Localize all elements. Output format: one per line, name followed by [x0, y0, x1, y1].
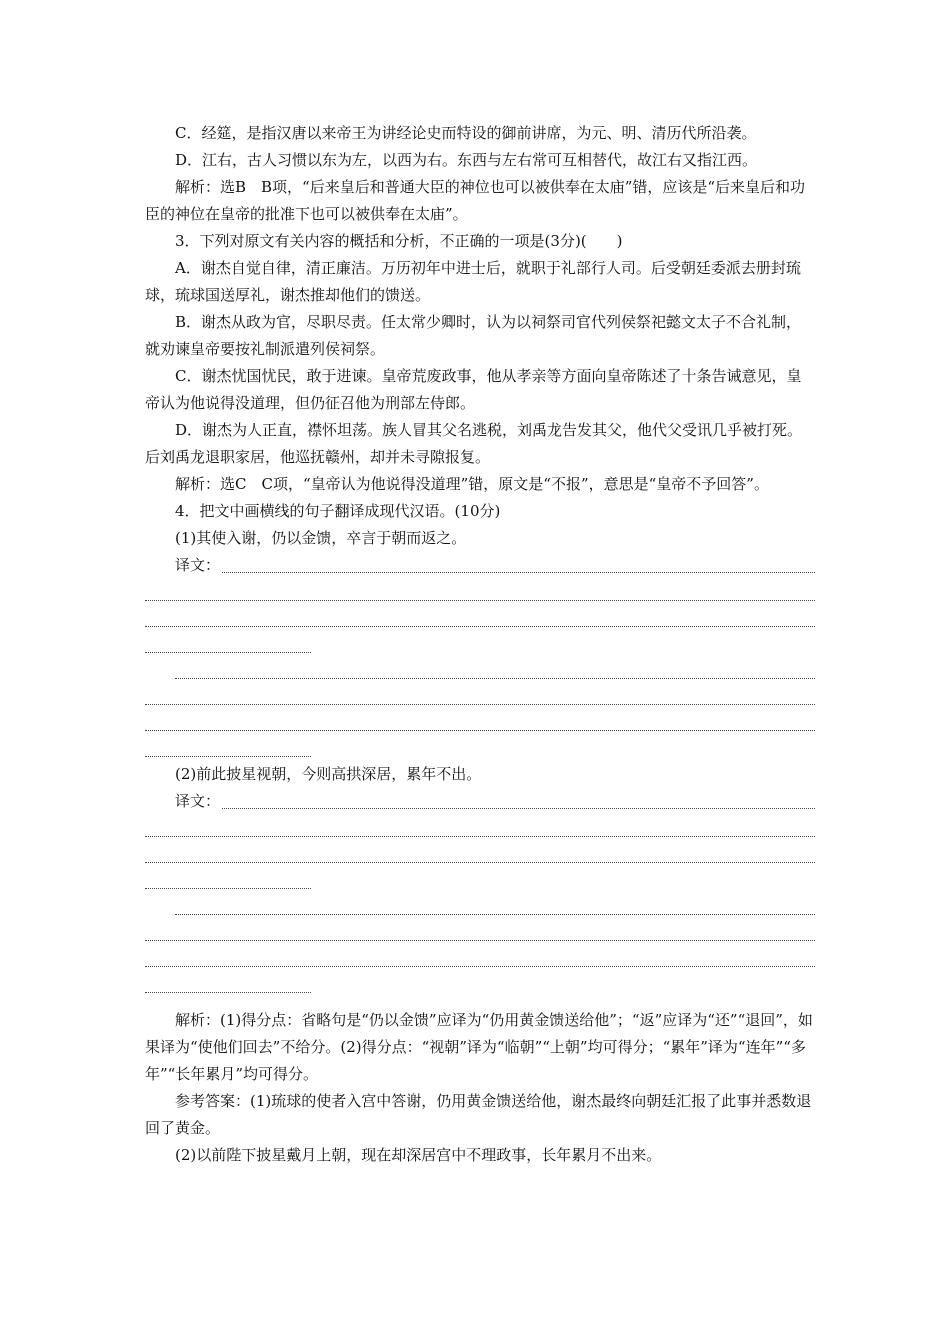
answer-line[interactable]: [145, 600, 815, 601]
reference-answer-1: 参考答案：(1)琉球的使者入宫中答谢，仍用黄金馈送给他，谢杰最终向朝廷汇报了此事并悉数退回了黄金。: [145, 1092, 812, 1137]
analysis-q3: 解析：选C C项，“皇帝认为他说得没道理”错，原文是“不报”，意思是“皇帝不予回答”。: [175, 475, 769, 493]
translation-label: 译文：: [175, 556, 221, 574]
option-c-text: C．经筵，是指汉唐以来帝王为讲经论史而特设的御前讲席，为元、明、清历代所沿袭。: [175, 124, 757, 142]
answer-row[interactable]: [145, 735, 815, 761]
q3-option-b: B．谢杰从政为官，尽职尽责。任太常少卿时，认为以祠祭司官代列侯祭祀懿文太子不合礼制，就劝谏皇帝要按礼制派遣列侯祠祭。: [145, 313, 802, 358]
answer-row[interactable]: [145, 815, 815, 841]
answer-row[interactable]: [145, 579, 815, 605]
option-d-text: D．江右，古人习惯以东为左，以西为右。东西与左右常可互相替代，故江右又指江西。: [175, 151, 758, 169]
reference-answer-2: (2)以前陛下披星戴月上朝，现在却深居宫中不理政事，长年累月不出来。: [175, 1146, 662, 1164]
answer-line[interactable]: [222, 572, 815, 573]
answer-row[interactable]: [145, 971, 815, 997]
answer-line[interactable]: [145, 992, 311, 993]
answer-row[interactable]: [145, 893, 815, 919]
spacer: [145, 997, 815, 1007]
q3-option-d: D．谢杰为人正直，襟怀坦荡。族人冒其父名逃税，刘禹龙告发其父，他代父受讯几乎被打死。后刘禹龙退职家居，他巡抚赣州，却并未寻隙报复。: [145, 421, 803, 466]
q3-option-a: A．谢杰自觉自律，清正廉洁。万历初年中进士后，就职于礼部行人司。后受朝廷委派去册封琉球，琉球国送厚礼，谢杰推却他们的馈送。: [145, 259, 801, 304]
q4-sentence-2: (2)前此披星视朝，今则高拱深居，累年不出。: [175, 765, 482, 783]
document-page: [145, 120, 815, 1169]
analysis-q4: 解析：(1)得分点：省略句是“仍以金馈”应译为“仍用黄金馈送给他”；“返”应译为“还”“退回”，如果译为“使他们回去”不给分。(2)得分点：“视朝”译为“临朝”“上朝”均可得分；“累年”译为“连年”“多年”“长年累月”均可得分。: [145, 1011, 813, 1083]
answer-line[interactable]: [145, 730, 815, 731]
answer-line[interactable]: [145, 704, 815, 705]
q4-answer-1-first-line[interactable]: [145, 552, 815, 579]
answer-line[interactable]: [145, 652, 311, 653]
answer-line[interactable]: [145, 626, 815, 627]
answer-line[interactable]: [145, 888, 311, 889]
answer-row[interactable]: [145, 605, 815, 631]
answer-line[interactable]: [175, 678, 815, 679]
answer-line[interactable]: [222, 808, 815, 809]
answer-row[interactable]: [145, 631, 815, 657]
answer-row[interactable]: [145, 683, 815, 709]
answer-row[interactable]: [145, 657, 815, 683]
analysis-q2: 解析：选B B项，“后来皇后和普通大臣的神位也可以被供奉在太庙”错，应该是“后来皇后和功臣的神位在皇帝的批准下也可以被供奉在太庙”。: [145, 178, 806, 223]
answer-line[interactable]: [175, 914, 815, 915]
answer-line[interactable]: [145, 836, 815, 837]
answer-row[interactable]: [145, 867, 815, 893]
answer-row[interactable]: [145, 945, 815, 971]
answer-line[interactable]: [145, 862, 815, 863]
q4-sentence-1: (1)其使入谢，仍以金馈，卒言于朝而返之。: [175, 529, 467, 547]
q4-answer-2-first-line[interactable]: [145, 788, 815, 815]
answer-row[interactable]: [145, 919, 815, 945]
question-3-stem: 3．下列对原文有关内容的概括和分析，不正确的一项是(3分)( ): [175, 232, 623, 250]
translation-label: 译文：: [175, 792, 221, 810]
answer-line[interactable]: [145, 756, 311, 757]
q3-option-c: C．谢杰忧国忧民，敢于进谏。皇帝荒废政事，他从孝亲等方面向皇帝陈述了十条告诫意见，皇帝认为他说得没道理，但仍征召他为刑部左侍郎。: [145, 367, 802, 412]
question-4-stem: 4．把文中画横线的句子翻译成现代汉语。(10分): [175, 502, 501, 520]
answer-row[interactable]: [145, 841, 815, 867]
answer-line[interactable]: [145, 940, 815, 941]
answer-row[interactable]: [145, 709, 815, 735]
answer-line[interactable]: [145, 966, 815, 967]
